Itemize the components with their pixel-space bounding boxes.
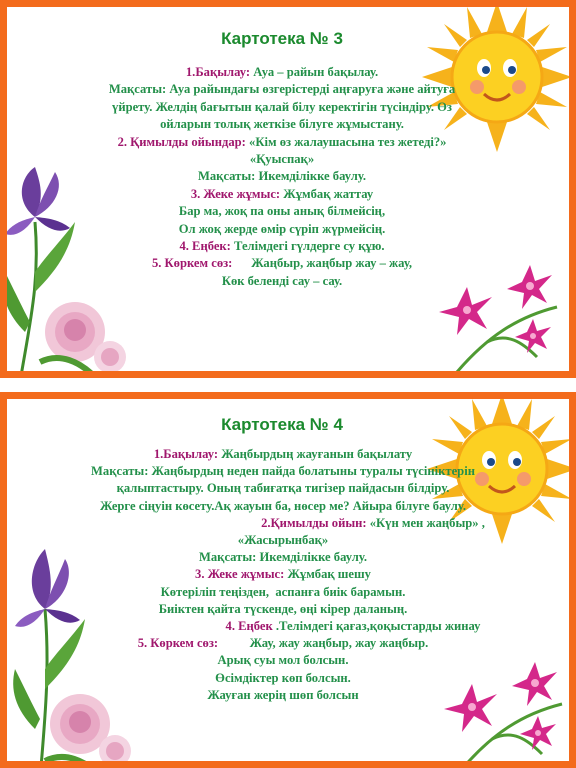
line-text: Мақсаты: Ауа райындағы өзгерістерді аңғаруға және айтуға [108, 82, 456, 97]
card-3 [0, 0, 576, 378]
section-label: 5. Көркем сөз: [137, 636, 219, 651]
line-text: Жаңбырдың жауғанын бақылату [218, 447, 413, 461]
section-label: 3. Жеке жұмыс: [190, 186, 281, 201]
line-text: Телімдегі гүлдерге су құю. [230, 239, 385, 254]
line-text: Мақсаты: Жаңбырдың неден пайда болатыны туралы түсініктерін [91, 464, 475, 479]
text-line [23, 601, 543, 618]
text-line [27, 64, 537, 81]
line-text: Жаңбыр, жаңбыр жау – жау, [232, 256, 413, 271]
line-text: Арық суы мол болсын. [217, 653, 349, 668]
card-body [27, 64, 537, 290]
text-line [27, 273, 537, 290]
text-line [27, 203, 537, 220]
section-label: 4. Еңбек: [179, 239, 231, 254]
text-line [27, 238, 537, 255]
text-line [27, 255, 537, 272]
text-line [27, 116, 537, 133]
text-line [23, 498, 543, 515]
text-line [23, 480, 543, 497]
text-line [23, 618, 543, 635]
line-text: Жұмбақ жаттау [280, 186, 374, 201]
text-line [27, 134, 537, 151]
line-text: Өсімдіктер көп болсын. [215, 670, 351, 685]
text-line [23, 687, 543, 704]
section-label: 4. Еңбек [225, 619, 273, 634]
text-line [23, 463, 543, 480]
section-label: 1.Бақылау: [153, 447, 219, 461]
text-line [27, 168, 537, 185]
text-line [23, 515, 543, 532]
text-line [23, 532, 543, 549]
text-line [23, 652, 543, 669]
line-text: Көтеріліп теңізден, аспанға биік барамын. [160, 584, 406, 599]
card-title: Картотека № 3 [221, 29, 343, 48]
text-line [23, 446, 543, 463]
line-text: Жұмбақ шешу [284, 567, 371, 582]
line-text: «Жасырынбақ» [237, 533, 329, 548]
line-text: қалыптастыру. Оның табиғатқа тигізер пайдасын білдіру. [116, 481, 450, 496]
line-text: Жерге сіңуін көсету.Ақ жауын ба, нөсер ме? Айыра білуге баулу. [100, 498, 466, 513]
line-text: ойларын толық жеткізе білуге жұмыстану. [160, 117, 404, 132]
card-title: Картотека № 4 [221, 415, 343, 434]
section-label: 1.Бақылау: [185, 65, 251, 79]
line-text: Мақсаты: Икемділікке баулу. [198, 169, 366, 184]
card-body [23, 446, 543, 704]
line-text: Ол жоқ жерде өмір сүріп жүрмейсің. [178, 221, 386, 236]
line-text: Жау, жау жаңбыр, жау жаңбыр. [218, 636, 429, 651]
section-label: 5. Көркем сөз: [151, 256, 233, 271]
line-text: .Телімдегі қағаз,қоқыстарды жинау [272, 619, 481, 634]
section-label: 2.Қимылды ойын: [261, 515, 367, 530]
text-line [27, 81, 537, 98]
card-4 [0, 392, 576, 768]
text-line [23, 584, 543, 601]
rose-icon [45, 302, 126, 373]
line-text: Жауған жерің шөп болсын [207, 687, 359, 702]
text-line [23, 670, 543, 687]
text-line [23, 566, 543, 583]
text-line [27, 221, 537, 238]
line-text: «Қуыспақ» [249, 152, 315, 167]
line-text: Мақсаты: Икемділікке баулу. [199, 550, 367, 565]
line-text: Биіктен қайта түскенде, өңі кірер даланың. [158, 601, 408, 616]
text-line [27, 99, 537, 116]
text-line [23, 635, 543, 652]
line-text: Бар ма, жоқ па оны анық білмейсің, [178, 204, 386, 219]
line-text: «Кім өз жалаушасына тез жетеді?» [245, 134, 447, 149]
text-line [27, 186, 537, 203]
text-line [23, 549, 543, 566]
line-text: Ауа – райын бақылау. [250, 65, 379, 79]
section-label: 3. Жеке жұмыс: [195, 567, 285, 582]
line-text: «Күн мен жаңбыр» , [366, 515, 485, 530]
line-text: үйрету. Желдің бағытын қалай білу керектігін түсіндіру. Өз [112, 99, 452, 114]
section-label: 2. Қимылды ойындар: [117, 134, 246, 149]
line-text: Көк беленді сау – сау. [221, 273, 343, 288]
text-line [27, 151, 537, 168]
